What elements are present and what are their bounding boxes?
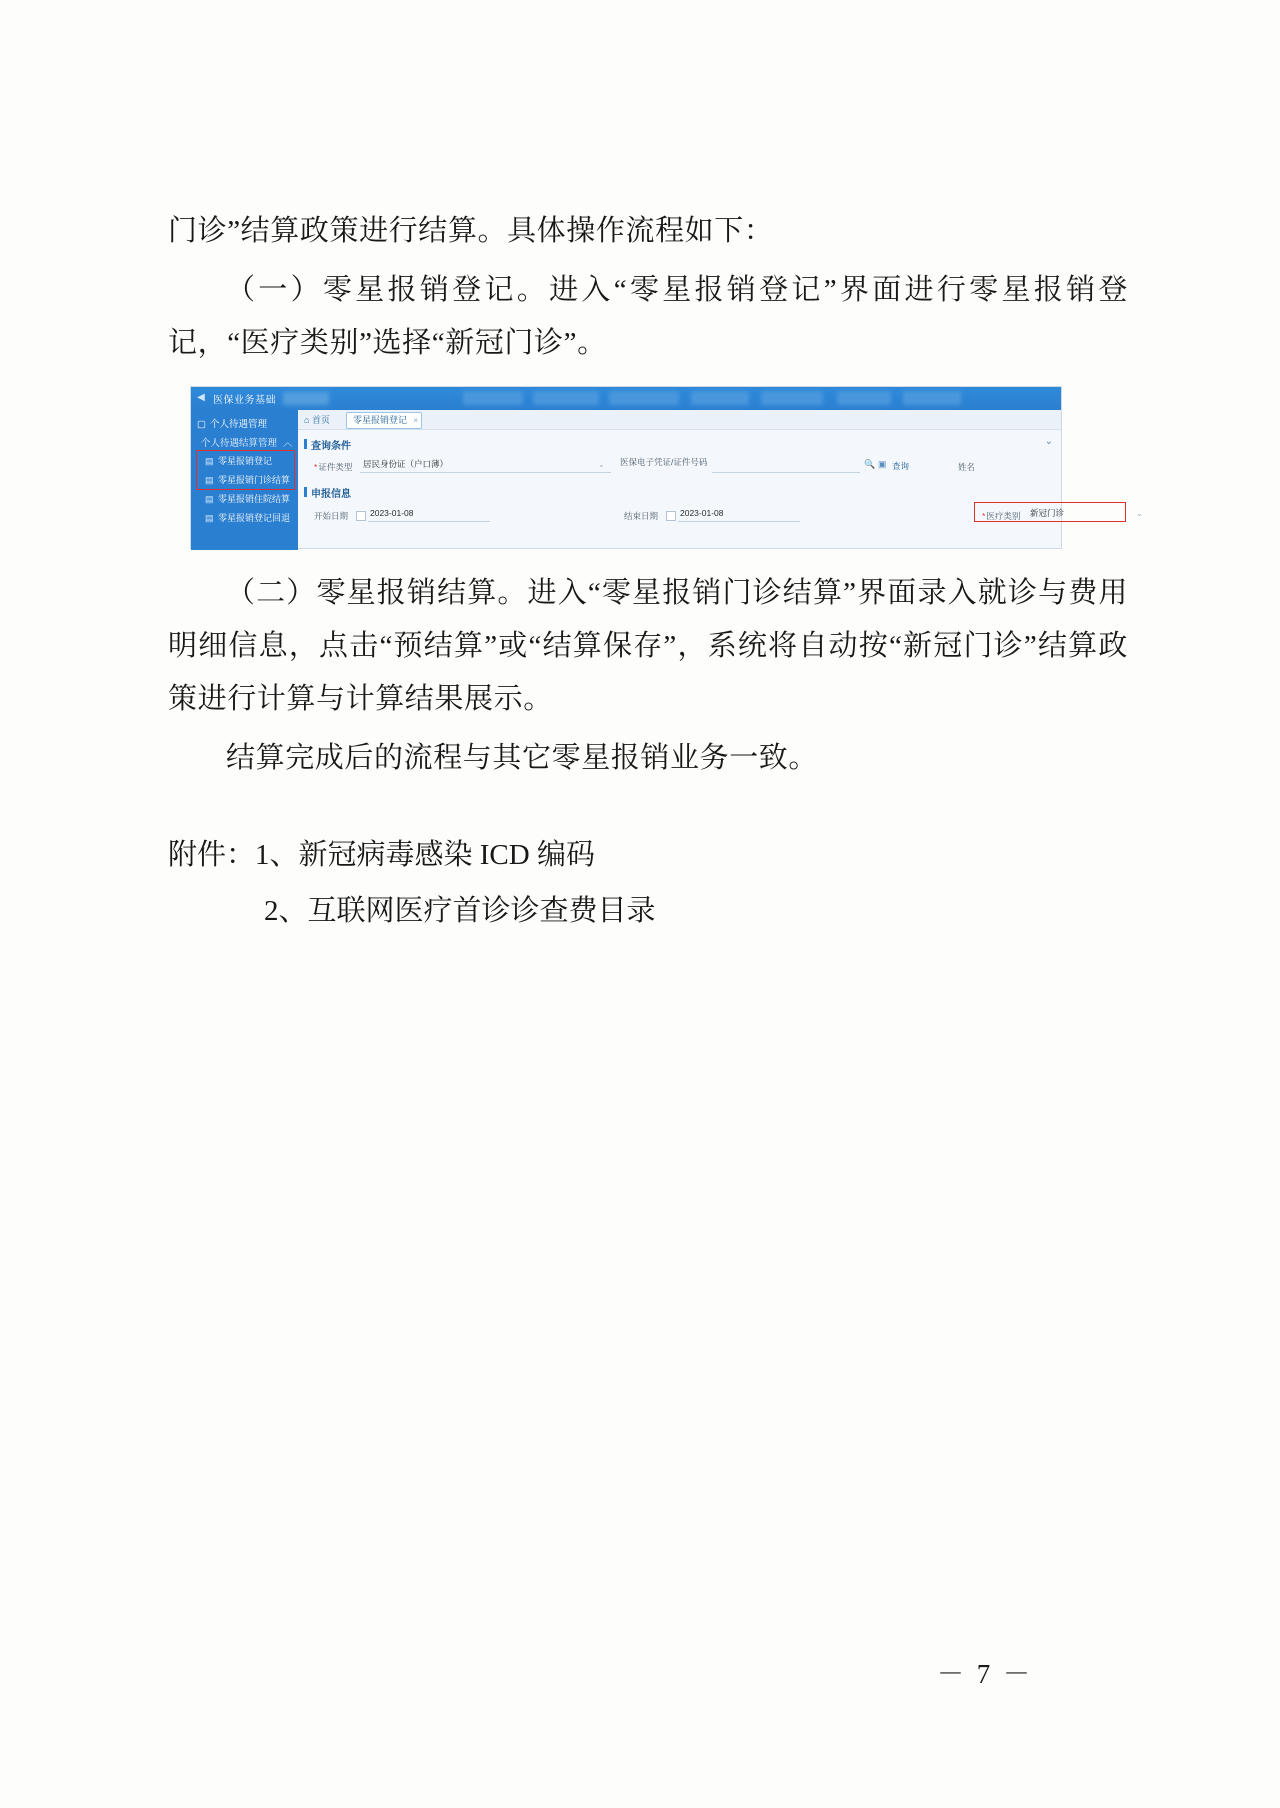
paragraph-3: 结算完成后的流程与其它零星报销业务一致。: [226, 742, 819, 774]
label-ecard-no: 医保电子凭证/证件号码: [620, 457, 708, 467]
sidebar-highlight-box: [196, 450, 295, 490]
medical-category-highlight-box: [974, 502, 1126, 522]
chevron-down-icon[interactable]: ⌄: [1136, 509, 1143, 518]
blurred-region: [463, 391, 523, 405]
doc-icon: ▤: [205, 475, 214, 485]
checkbox-start-date[interactable]: [356, 511, 366, 521]
paragraph-0: 门诊”结算政策进行结算。具体操作流程如下：: [168, 215, 774, 247]
label-start-date: 开始日期: [314, 511, 349, 521]
attachment-line-1: [168, 827, 1128, 883]
chevron-down-icon[interactable]: ⌄: [598, 460, 605, 469]
attachment-item-1: 1、新冠病毒感染 ICD 编码: [255, 839, 595, 871]
sidebar-header: ▢ 个人待遇管理: [197, 419, 267, 430]
input-medical-category[interactable]: 新冠门诊: [1030, 508, 1065, 518]
close-icon[interactable]: ×: [413, 416, 419, 425]
query-button[interactable]: 查询: [892, 461, 910, 471]
label-medical-category: *医疗类别: [982, 511, 1021, 521]
collapse-icon[interactable]: ◀: [197, 392, 205, 403]
chevron-up-icon: ︿: [283, 438, 293, 449]
checkbox-end-date[interactable]: [666, 511, 676, 521]
blurred-region: [691, 391, 749, 405]
declaration-row: [298, 505, 1143, 529]
label-end-date: 结束日期: [624, 511, 659, 521]
folder-icon: ▢: [197, 419, 206, 430]
sidebar-item-outpatient-settlement[interactable]: ▤ 零星报销门诊结算: [197, 472, 297, 489]
query-row: [298, 456, 1061, 480]
attachments: [168, 827, 1128, 939]
input-person-name[interactable]: [998, 457, 1054, 472]
tab-home[interactable]: ⌂ 首页: [304, 415, 330, 425]
tab-bar: [298, 410, 1061, 430]
embedded-screenshot: [190, 386, 1143, 549]
sidebar-section[interactable]: 个人待遇结算管理 ︿: [201, 435, 293, 449]
blurred-region: [903, 391, 961, 405]
sidebar-item-inpatient-settlement[interactable]: ▤ 零星报销住院结算: [197, 491, 297, 508]
document-body: [168, 205, 1143, 939]
input-cert-type[interactable]: 居民身份证（户口薄）: [360, 457, 611, 473]
sidebar-item-registration[interactable]: ▤ 零星报销登记: [197, 453, 297, 470]
blurred-region: [837, 391, 891, 405]
scan-icon[interactable]: ▣: [878, 459, 887, 469]
blurred-region: [533, 391, 599, 405]
input-end-date[interactable]: 2023-01-08: [678, 506, 800, 522]
input-ecard-no[interactable]: [712, 457, 860, 473]
doc-icon: ▤: [205, 513, 214, 523]
page-number: － 7 －: [937, 1659, 1033, 1689]
tab-registration[interactable]: 零星报销登记 ×: [346, 412, 422, 429]
attachments-label: 附件：: [168, 839, 256, 871]
app-topbar: [191, 387, 1061, 410]
paragraph-2: （二）零星报销结算。进入“零星报销门诊结算”界面录入就诊与费用明细信息，点击“预结算”或“结算保存”，系统将自动按“新冠门诊”结算政策进行计算与计算结果展示。: [168, 577, 1128, 715]
sidebar: [191, 410, 298, 550]
paragraph-1: （一）零星报销登记。进入“零星报销登记”界面进行零星报销登记，“医疗类别”选择“新冠门诊”。: [168, 274, 1128, 359]
doc-icon: ▤: [205, 494, 214, 504]
main-content: [298, 410, 1143, 548]
panel-title-query: 查询条件: [304, 437, 351, 452]
attachment-item-2: 2、互联网医疗首诊诊查费目录: [264, 895, 656, 927]
panel-title-declaration: 申报信息: [304, 485, 351, 500]
label-person-name: 姓名: [958, 462, 976, 472]
input-start-date[interactable]: 2023-01-08: [368, 506, 490, 522]
sidebar-item-registration-rollback[interactable]: ▤ 零星报销登记回退: [197, 510, 297, 527]
app-title: 医保业务基础: [213, 395, 276, 406]
blurred-region: [761, 391, 823, 405]
attachment-line-2: [168, 883, 1128, 939]
page-number-row: [0, 1652, 1280, 1691]
doc-icon: ▤: [205, 456, 214, 466]
blurred-region: [283, 392, 329, 405]
label-cert-type: *证件类型: [314, 462, 353, 472]
search-icon[interactable]: 🔍: [864, 459, 876, 469]
blurred-region: [609, 391, 679, 405]
chevron-down-icon[interactable]: ⌄: [1044, 436, 1053, 447]
